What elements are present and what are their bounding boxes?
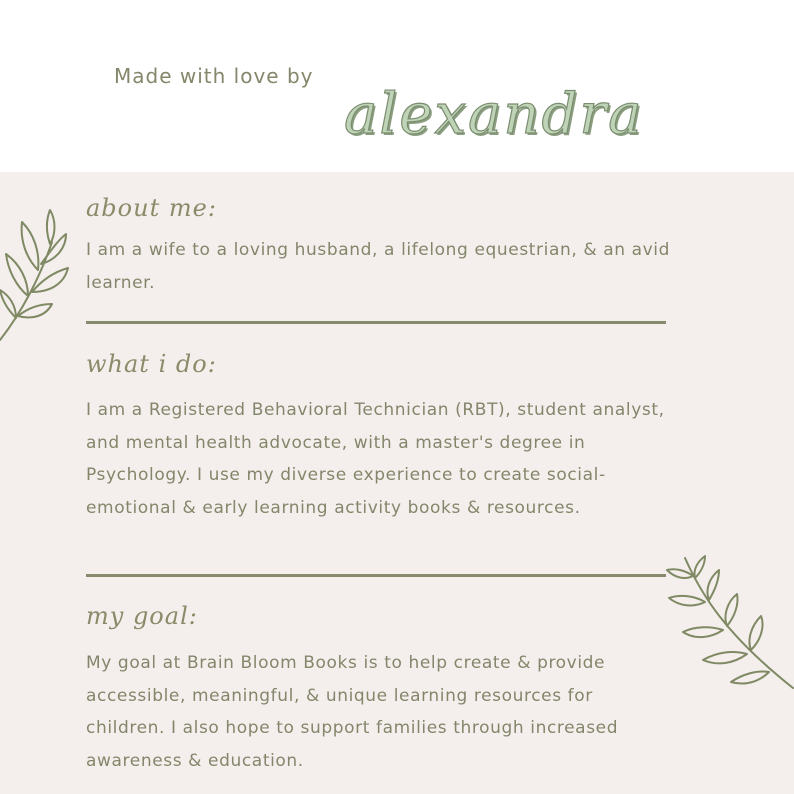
section-divider [86,574,666,577]
leaf-sprig-icon [665,554,794,694]
my-goal-heading: my goal: [86,602,198,630]
made-with-love-text: Made with love by [114,64,314,88]
section-divider [86,321,666,324]
header [0,0,794,172]
what-i-do-text: I am a Registered Behavioral Technician (RBT), student analyst, and mental health advocate, with a master's degree in Psychology. I use my diverse experience to create social-emotional & early learning activity books & resources. [86,400,665,518]
about-me-text: I am a wife to a loving husband, a lifelong equestrian, & an avid learner. [86,240,671,293]
content-panel [0,172,794,794]
my-goal-text: My goal at Brain Bloom Books is to help create & provide accessible, meaningful, & unique learning resources for children. I also hope to support families through increased awareness & education. [86,653,619,771]
about-me-heading: about me: [86,194,217,222]
signature-name: alexandra [344,82,644,147]
what-i-do-heading: what i do: [86,350,217,378]
leaf-sprig-icon [0,192,80,352]
